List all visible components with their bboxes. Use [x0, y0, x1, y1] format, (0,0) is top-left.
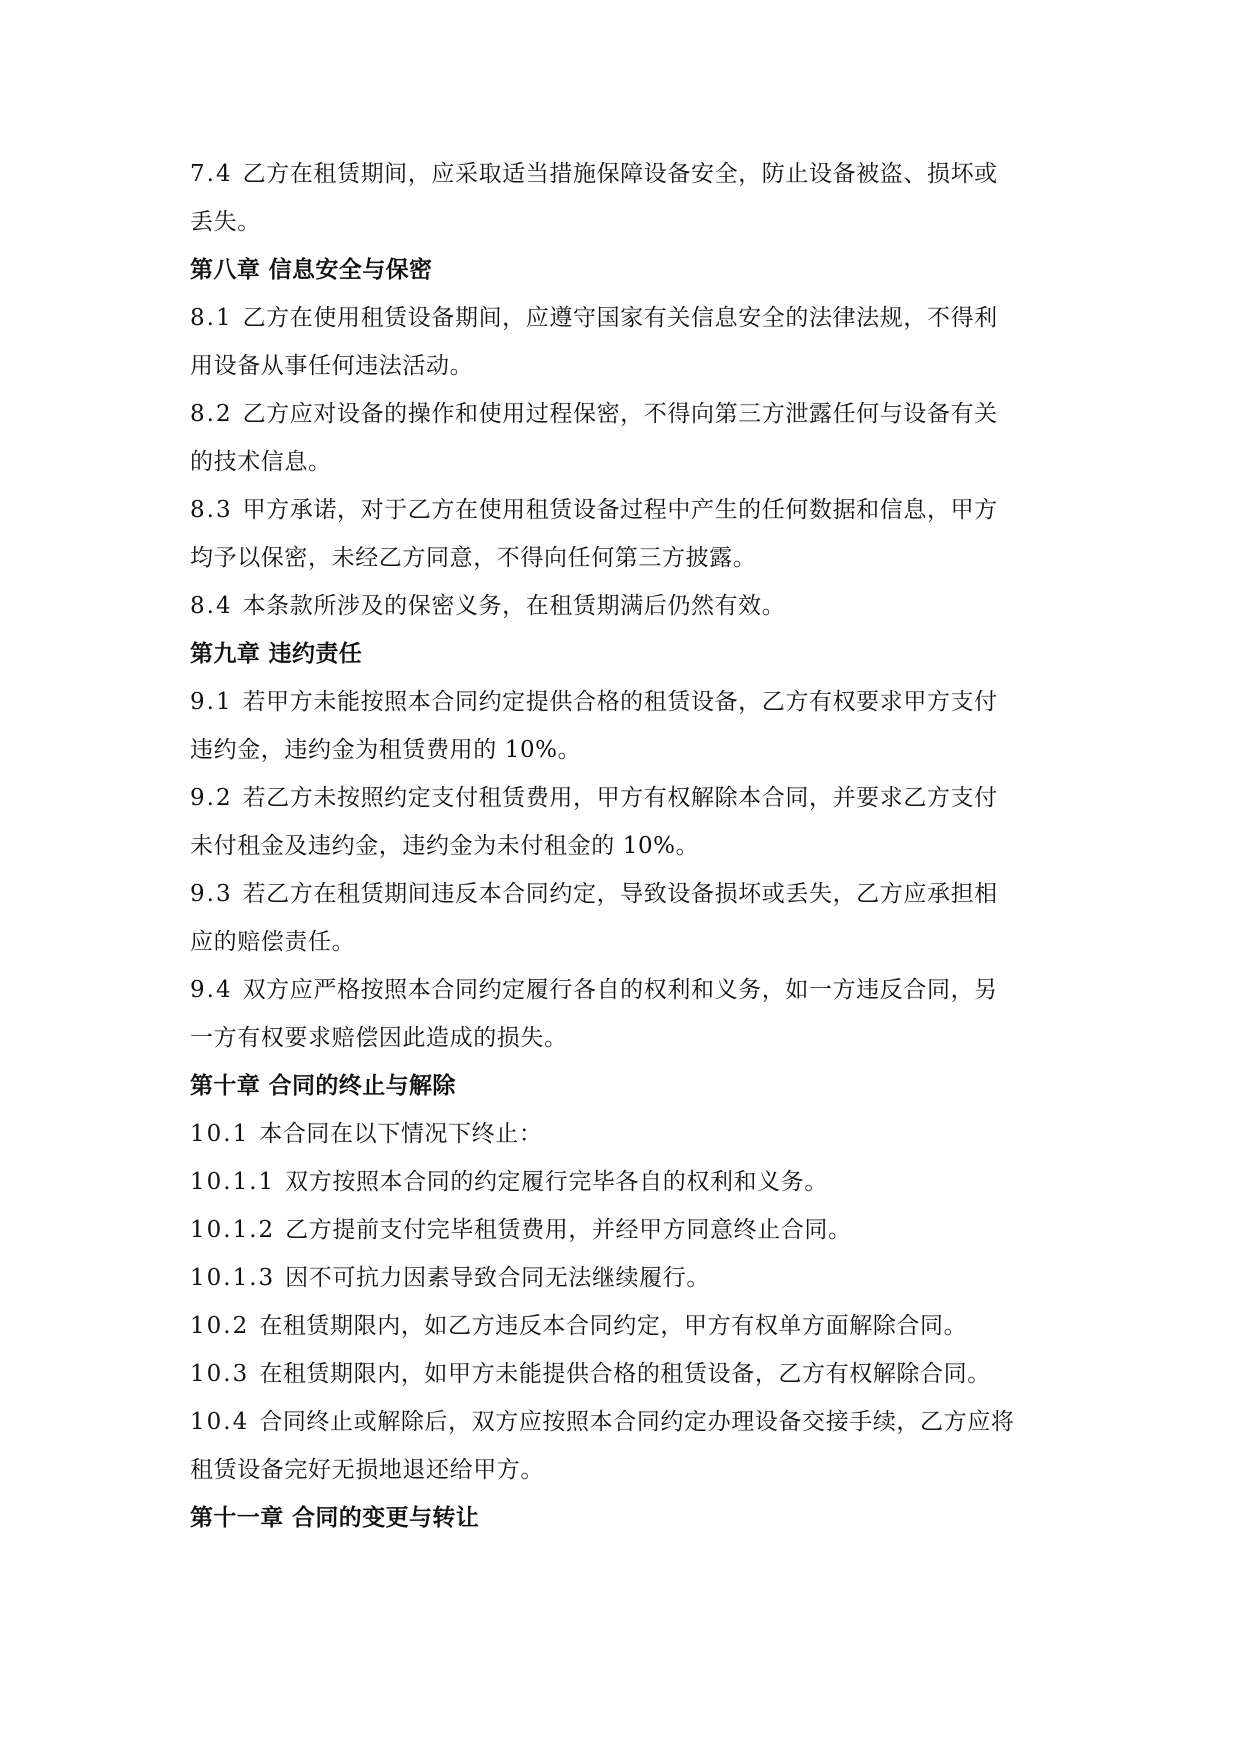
clause-number: 9.3	[190, 881, 233, 907]
clause-continuation: 用设备从事任何违法活动。	[190, 353, 474, 379]
clause-line	[190, 1302, 1050, 1350]
clause-number: 10.4	[190, 1409, 250, 1435]
clause-number: 9.4	[190, 977, 233, 1003]
clause-line	[190, 294, 1050, 342]
clause-line	[190, 678, 1050, 726]
clause-text: 乙方应对设备的操作和使用过程保密，不得向第三方泄露任何与设备有关	[242, 401, 998, 427]
clause-text: 若乙方在租赁期间违反本合同约定，导致设备损坏或丢失，乙方应承担相	[242, 881, 998, 907]
clause-number: 7.4	[190, 161, 233, 187]
clause-number: 9.1	[190, 689, 233, 715]
clause-continuation: 均予以保密，未经乙方同意，不得向任何第三方披露。	[190, 545, 757, 571]
chapter-heading: 第八章 信息安全与保密	[190, 257, 433, 283]
clause-line	[190, 1350, 1050, 1398]
clause-number: 10.1.2	[190, 1217, 276, 1243]
clause-line	[190, 582, 1050, 630]
chapter-heading: 第十章 合同的终止与解除	[190, 1073, 456, 1099]
clause-text: 因不可抗力因素导致合同无法继续履行。	[285, 1265, 710, 1291]
document-body	[190, 150, 1050, 1542]
clause-number: 10.2	[190, 1313, 250, 1339]
clause-number: 10.1.1	[190, 1169, 276, 1195]
clause-text: 在租赁期限内，如甲方未能提供合格的租赁设备，乙方有权解除合同。	[259, 1361, 991, 1387]
clause-line	[190, 1158, 1050, 1206]
clause-number: 10.1.3	[190, 1265, 276, 1291]
clause-text: 若甲方未能按照本合同约定提供合格的租赁设备，乙方有权要求甲方支付	[242, 689, 998, 715]
clause-line	[190, 390, 1050, 438]
clause-continuation: 租赁设备完好无损地退还给甲方。	[190, 1457, 544, 1483]
clause-line	[190, 1110, 1050, 1158]
clause-text: 乙方在使用租赁设备期间，应遵守国家有关信息安全的法律法规，不得利	[242, 305, 998, 331]
clause-number: 10.3	[190, 1361, 250, 1387]
clause-number: 8.1	[190, 305, 233, 331]
clause-line	[190, 150, 1050, 198]
clause-text: 乙方在租赁期间，应采取适当措施保障设备安全，防止设备被盗、损坏或	[242, 161, 998, 187]
clause-text: 乙方提前支付完毕租赁费用，并经甲方同意终止合同。	[285, 1217, 852, 1243]
clause-text: 在租赁期限内，如乙方违反本合同约定，甲方有权单方面解除合同。	[259, 1313, 968, 1339]
clause-continuation: 的技术信息。	[190, 449, 332, 475]
chapter-heading: 第十一章 合同的变更与转让	[190, 1505, 480, 1531]
clause-line	[190, 774, 1050, 822]
clause-number: 8.3	[190, 497, 233, 523]
clause-text: 本合同在以下情况下终止：	[259, 1121, 543, 1147]
clause-line	[190, 1254, 1050, 1302]
clause-text: 合同终止或解除后，双方应按照本合同约定办理设备交接手续，乙方应将	[259, 1409, 1015, 1435]
clause-continuation: 违约金，违约金为租赁费用的 10%。	[190, 737, 582, 763]
clause-line	[190, 966, 1050, 1014]
clause-text: 双方应严格按照本合同约定履行各自的权利和义务，如一方违反合同，另	[242, 977, 998, 1003]
clause-continuation: 一方有权要求赔偿因此造成的损失。	[190, 1025, 568, 1051]
clause-continuation: 丢失。	[190, 209, 261, 235]
clause-line	[190, 486, 1050, 534]
clause-text: 本条款所涉及的保密义务，在租赁期满后仍然有效。	[242, 593, 786, 619]
chapter-heading: 第九章 违约责任	[190, 641, 363, 667]
clause-number: 8.4	[190, 593, 233, 619]
clause-line	[190, 870, 1050, 918]
clause-number: 8.2	[190, 401, 233, 427]
clause-text: 甲方承诺，对于乙方在使用租赁设备过程中产生的任何数据和信息，甲方	[242, 497, 998, 523]
clause-text: 若乙方未按照约定支付租赁费用，甲方有权解除本合同，并要求乙方支付	[242, 785, 998, 811]
clause-continuation: 应的赔偿责任。	[190, 929, 356, 955]
clause-continuation: 未付租金及违约金，违约金为未付租金的 10%。	[190, 833, 700, 859]
clause-number: 10.1	[190, 1121, 250, 1147]
clause-number: 9.2	[190, 785, 233, 811]
clause-line	[190, 1398, 1050, 1446]
clause-text: 双方按照本合同的约定履行完毕各自的权利和义务。	[285, 1169, 828, 1195]
clause-line	[190, 1206, 1050, 1254]
